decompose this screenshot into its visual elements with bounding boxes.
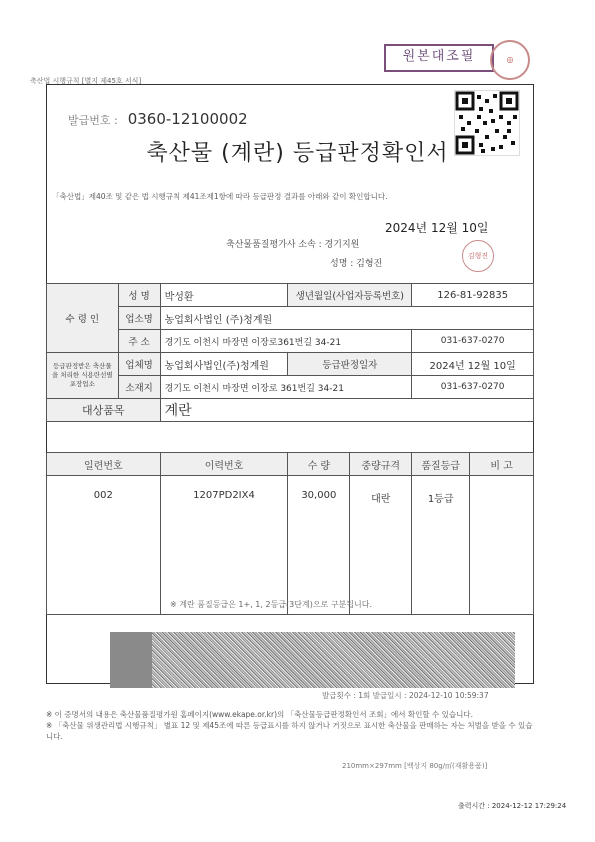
- issue-number: 0360-12100002: [127, 110, 248, 128]
- row-size: 대란: [350, 476, 412, 615]
- grading-items-table: [46, 452, 534, 615]
- item-label: 대상품목: [47, 399, 161, 422]
- address-label: 주 소: [118, 330, 160, 353]
- grading-date: 2024년 12월 10일: [412, 353, 534, 376]
- col-qty: 수 량: [288, 453, 350, 476]
- recipient-company: 농업회사법인 (주)청계원: [160, 307, 533, 330]
- grader-seal: 김형진: [462, 240, 494, 272]
- name-label: 성 명: [118, 284, 160, 307]
- original-verified-stamp: 원본대조필: [384, 44, 494, 72]
- security-pattern-block: [110, 632, 152, 688]
- issue-number-row: [68, 110, 248, 128]
- form-number: 축산법 시행규칙 [별지 제45호 서식]: [30, 77, 142, 85]
- grading-date-label: 등급판정일자: [288, 353, 412, 376]
- issue-number-label: 발급번호 :: [68, 114, 118, 127]
- company-label: 업소명: [118, 307, 160, 330]
- recipient-address: 경기도 이천시 마장면 이장로361번길 34-21: [160, 330, 412, 353]
- issue-date: 2024년 12월 10일: [385, 221, 489, 235]
- grader-name: 성명 : 김형진: [330, 259, 383, 269]
- col-grade: 품질등급: [412, 453, 470, 476]
- item-value: 계란: [160, 399, 533, 422]
- packer-company: 농업회사법인(주)청계원: [160, 353, 288, 376]
- footnote-1: ※ 이 증명서의 내용은 축산물품질평가원 홈페이지(www.ekape.or.kr)의 「축산물등급판정확인서 조회」에서 확인할 수 있습니다.: [46, 710, 473, 719]
- row-trace: 1207PD2IX4: [160, 476, 288, 615]
- paper-spec: 210mm×297mm [백상지 80g/㎡(재활용품)]: [342, 762, 488, 770]
- packer-company-label: 업체명: [118, 353, 160, 376]
- row-qty: 30,000: [288, 476, 350, 615]
- security-pattern: [110, 632, 515, 688]
- recipient-name: 박성환: [160, 284, 288, 307]
- recipient-phone: 031-637-0270: [412, 330, 534, 353]
- footnotes: [46, 709, 536, 742]
- col-size: 중량규격: [350, 453, 412, 476]
- bizno-label: 생년월일(사업자등록번호): [288, 284, 412, 307]
- business-number: 126-81-92835: [412, 284, 534, 307]
- packer-section-label: 등급판정받은 축산물을 처리한 식용란선별포장업소: [47, 353, 119, 399]
- packer-phone: 031-637-0270: [412, 376, 534, 399]
- col-serial: 일련번호: [47, 453, 161, 476]
- footnote-2: ※ 「축산물 위생관리법 시행규칙」 별표 12 및 제45조에 따른 등급표시를 하지 않거나 거짓으로 표시한 축산물을 판매하는 자는 처벌을 받을 수 있습니다.: [46, 721, 533, 741]
- recipient-info-table: [46, 283, 534, 422]
- packer-address: 경기도 이천시 마장면 이장로 361번길 34-21: [160, 376, 412, 399]
- row-serial: 002: [47, 476, 161, 615]
- issued-info: 발급횟수 : 1회 발급일시 : 2024-12-10 10:59:37: [322, 691, 489, 700]
- grader-organization: 축산물품질평가사 소속 : 경기지원: [226, 240, 360, 250]
- location-label: 소재지: [118, 376, 160, 399]
- output-time: 출력시간 : 2024-12-12 17:29:24: [458, 802, 567, 810]
- grade-note: ※ 계란 품질등급은 1+, 1, 2등급(3단계)으로 구분됩니다.: [170, 600, 372, 609]
- col-remark: 비 고: [470, 453, 534, 476]
- col-trace: 이력번호: [160, 453, 288, 476]
- recipient-section-label: 수 령 인: [47, 284, 119, 353]
- table-row: [47, 476, 534, 615]
- intro-text: 「축산법」제40조 및 같은 법 시행규칙 제41조제1항에 따라 등급판정 결과를 아래와 같이 확인합니다.: [52, 192, 388, 201]
- row-grade: 1등급: [412, 476, 470, 615]
- official-seal-icon: ◎: [490, 40, 530, 80]
- document-title: 축산물 (계란) 등급판정확인서: [146, 141, 449, 166]
- row-remark: [470, 476, 534, 615]
